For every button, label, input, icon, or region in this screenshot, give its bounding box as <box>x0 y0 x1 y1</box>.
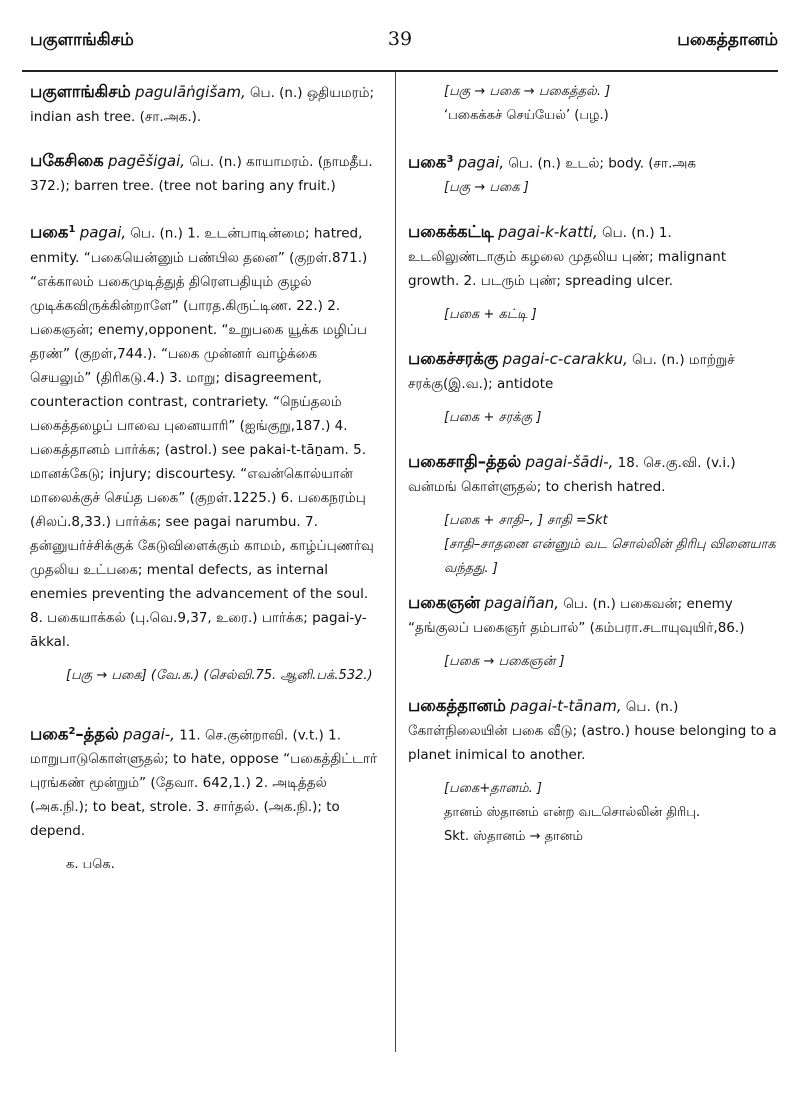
etymology-note: Skt. ஸ்தானம் → தானம் <box>444 828 583 844</box>
entry-pagaisadi <box>408 450 778 499</box>
cognate-note: க. பகெ. <box>66 857 115 872</box>
definition: பெ. (n.) மாற்றுச் சரக்கு(இ.வ.); antidote <box>408 351 735 392</box>
headword: பகை <box>408 152 447 172</box>
left-column <box>30 80 382 877</box>
entry-pagaikkatti <box>408 220 778 293</box>
header-rule <box>22 70 778 72</box>
definition: பெ. (n.) காயாமரம். (நாமதீப. 372.); barren tree. (tree not baring any fruit.) <box>30 154 373 194</box>
entry-pagai-2 <box>30 720 382 844</box>
definition: பெ. (n.) பகைவன்; enemy “தங்குலப் பகைஞர் தம்பால்” (கம்பரா.சடாயுவுயிர்,86.) <box>408 595 745 636</box>
entry-pagai-3 <box>408 148 778 176</box>
etymology-note: [சாதி–சாதனை என்னும் வட சொல்லின் திரிபு வினையாக வந்தது. ] <box>444 536 776 576</box>
page-number: 39 <box>387 28 413 50</box>
transliteration: pagai, <box>457 153 505 172</box>
headword: பகைக்கட்டி <box>408 221 494 241</box>
etymology: [பகு → பகை] (வே.க.) (செல்வி.75. ஆனி.பக்.532.) <box>66 667 373 683</box>
definition: பெ. (n.) 1. உடன்பாடின்மை; hatred, enmity. “பகையென்னும் பண்பில தனை” (குறள்.871.) “எக்காலம் பகைமுடித்துத் திரௌபதியும் குழல் முடிக்கவிருக்கின்றாளே” (பாரத.கிருட்டிண. 22.) 2. பகைஞன்; enemy,opponent. “உறுபகை யூக்க மழிப்ப தரண்” (குறள்,744.). “பகை முன்னர் வாழ்க்கை செயலும்” (திரிகடு.4.) 3. மாறு; disagreement, counteraction contrast, contrariety. “நெய்தலம் பகைத்தழைப் பாவை புனையாரி” (ஐங்குறு,187.) 4. பகைத்தானம் பார்க்க; (astrol.) see pakai-t-tāṉam. 5. மானக்கேடு; injury; discourtesy. “எவன்கொல்யான் மாலைக்குச் செய்த பகை” (குறள்.1225.) 6. பகைநரம்பு (சிலப்.8,33.) பார்க்க; see pagai narumbu. 7. தன்னுயர்ச்சிக்குக் கேடுவிளைக்கும் காமம், காழ்ப்புணர்வு முதலிய உட்பகை; mental defects, as internal enemies preventing the advancement of the soul. 8. பகையாக்கல் (பு.வெ.9,37, உரை.) பார்க்க; pagai-y-ākkal. <box>30 225 374 650</box>
entry-pagaittanam <box>408 694 778 767</box>
definition: 11. செ.குன்றாவி. (v.t.) 1. மாறுபாடுகொள்ளுதல்; to hate, oppose “பகைத்திட்டார் புரங்கண் மூன்றும்” (தேவா. 642,1.) 2. அடித்தல் (அக.நி.); to beat, strole. 3. சார்தல். (அக.நி.); to depend. <box>30 727 378 839</box>
headword: பகைத்தானம் <box>408 695 506 715</box>
entry-pagesigai <box>30 149 382 198</box>
proverb-quote: ‘பகைக்கச் செய்யேல்’ (பழ.) <box>444 108 609 123</box>
headword: பகைசாதி–த்தல் <box>408 451 522 471</box>
definition: பெ. (n.) ஒதியமரம்; indian ash tree. (சா.அக.). <box>30 85 375 125</box>
headword: பகை <box>30 724 69 743</box>
etymology: [பகை + சரக்கு ] <box>444 409 542 425</box>
entry-pagaiccarakku <box>408 347 778 396</box>
etymology-note: தானம் ஸ்தானம் என்ற வடசொல்லின் திரிபு. <box>444 804 701 820</box>
etymology: [பகு → பகை ] <box>444 179 529 195</box>
etymology: [பகை → பகைஞன் ] <box>444 653 565 669</box>
header-guide-word-left: பகுளாங்கிசம் <box>30 30 134 50</box>
header-guide-word-right: பகைத்தானம் <box>677 30 778 50</box>
transliteration: pagaiñan, <box>484 593 560 612</box>
transliteration: pagai, <box>79 223 127 242</box>
transliteration: pagai-c-carakku, <box>502 349 628 368</box>
etymology: [பகை + கட்டி ] <box>444 306 537 322</box>
entry-pagai-1 <box>30 218 382 654</box>
headword-suffix: –த்தல் <box>75 724 119 743</box>
transliteration: pagai-k-katti, <box>498 222 598 241</box>
entry-pagainan <box>408 591 778 640</box>
headword: பகைஞன் <box>408 592 481 612</box>
transliteration: pagēšigai, <box>107 152 186 170</box>
homograph-number: 1 <box>68 224 76 235</box>
etymology: [பகு → பகை → பகைத்தல். ] <box>444 84 611 99</box>
homograph-number: 3 <box>446 154 454 165</box>
transliteration: pagai-, <box>123 725 175 743</box>
definition: 18. செ.கு.வி. (v.i.) வன்மங் கொள்ளுதல்; to cherish hatred. <box>408 454 736 495</box>
definition: பெ. (n.) கோள்நிலையின் பகை வீடு; (astro.) house belonging to a planet inimical to another. <box>408 698 777 763</box>
transliteration: pagai-šādi-, <box>525 452 614 471</box>
right-column <box>408 80 778 849</box>
etymology: [பகை+தானம். ] <box>444 780 542 796</box>
homograph-number: 2 <box>68 725 76 737</box>
transliteration: pagulāṅgišam, <box>135 83 246 101</box>
transliteration: pagai-t-tānam, <box>510 696 622 715</box>
definition: பெ. (n.) 1. உடலிலுண்டாகும் கழலை முதலிய புண்; malignant growth. 2. படரும் புண்; spreading ulcer. <box>408 224 727 289</box>
definition: பெ. (n.) உடல்; body. (சா.அக <box>508 155 697 172</box>
headword: பகைச்சரக்கு <box>408 348 499 368</box>
column-divider <box>395 72 396 1052</box>
entry-pagulangisam <box>30 80 382 129</box>
headword: பகேசிகை <box>30 151 104 170</box>
etymology: [பகை + சாதி–, ] சாதி =Skt <box>444 512 608 528</box>
page-header <box>0 30 800 60</box>
headword: பகுளாங்கிசம் <box>30 82 131 101</box>
headword: பகை <box>30 222 69 242</box>
